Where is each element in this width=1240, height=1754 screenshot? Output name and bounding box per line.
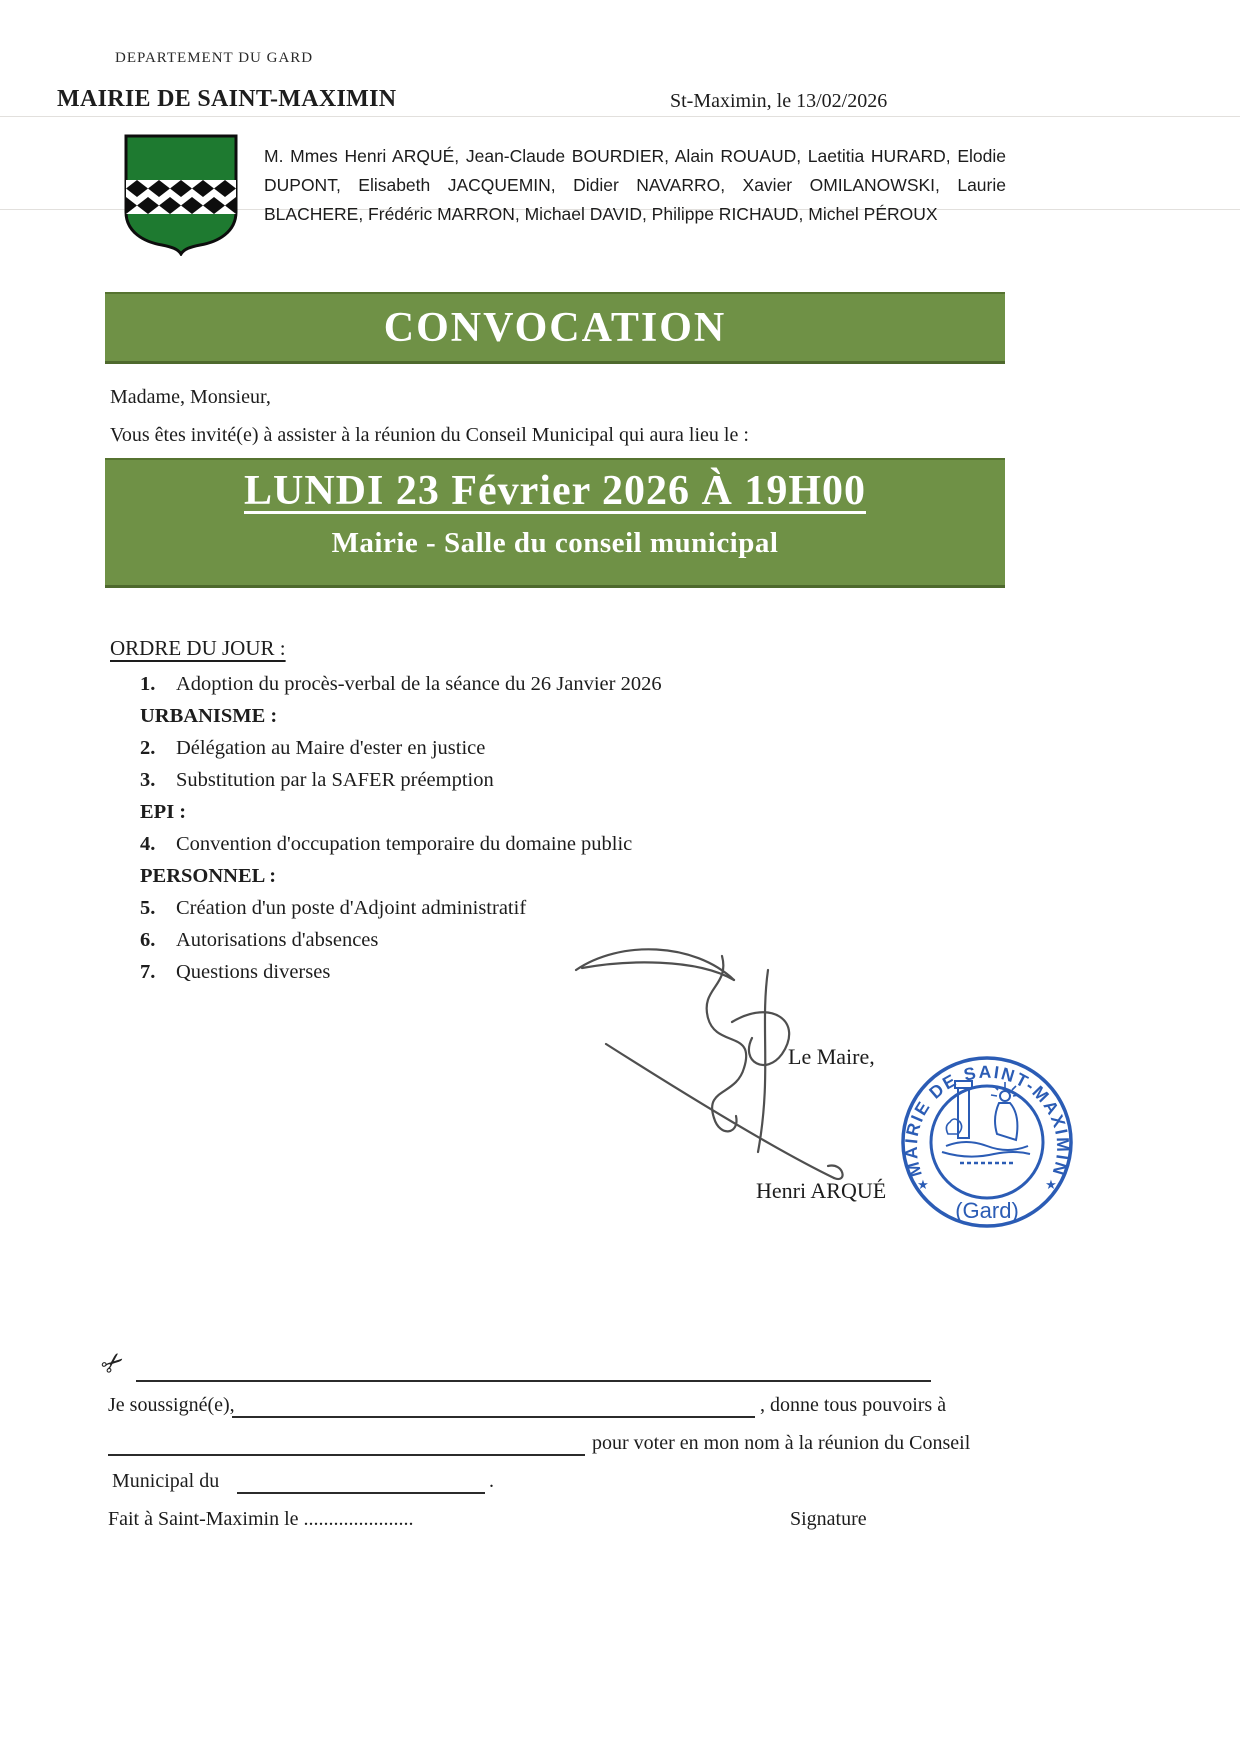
agenda-section-label: URBANISME : bbox=[140, 705, 278, 727]
svg-text:MAIRIE DE SAINT-MAXIMIN bbox=[901, 1062, 1073, 1180]
form-line1-suffix: , donne tous pouvoirs à bbox=[760, 1394, 947, 1416]
agenda-item-number: 6. bbox=[140, 929, 156, 951]
meeting-banner bbox=[105, 458, 1005, 588]
form-line1-prefix: Je soussigné(e), bbox=[108, 1394, 235, 1416]
agenda-heading: ORDRE DU JOUR : bbox=[110, 636, 286, 660]
mayor-role-label: Le Maire, bbox=[788, 1044, 875, 1069]
coat-of-arms-icon bbox=[122, 132, 240, 261]
mayor-name: Henri ARQUÉ bbox=[756, 1178, 887, 1203]
invitation-line: Vous êtes invité(e) à assister à la réunion du Conseil Municipal qui aura lieu le : bbox=[110, 424, 749, 446]
form-line2-suffix: pour voter en mon nom à la réunion du Conseil bbox=[592, 1432, 971, 1454]
agenda-item bbox=[140, 892, 1020, 924]
agenda-item-number: 4. bbox=[140, 833, 156, 855]
form-blank-name bbox=[232, 1416, 755, 1418]
form-line3-suffix: . bbox=[489, 1470, 494, 1492]
agenda-section-label: EPI : bbox=[140, 801, 187, 823]
agenda-item-text: Adoption du procès-verbal de la séance du 26 Janvier 2026 bbox=[176, 673, 662, 695]
recipients-paragraph: M. Mmes Henri ARQUÉ, Jean-Claude BOURDIER, Alain ROUAUD, Laetitia HURARD, Elodie DUPONT, Elisabeth JACQUEMIN, Didier NAVARRO, Xavier OMILANOWSKI, Laurie BLACHERE, Frédéric MARRON, Michael DAVID, Philippe RICHAUD, Michel PÉROUX bbox=[264, 146, 1006, 224]
agenda-item-text: Création d'un poste d'Adjoint administratif bbox=[176, 897, 527, 919]
agenda-item-text: Autorisations d'absences bbox=[176, 929, 379, 951]
form-blank-proxy bbox=[108, 1454, 585, 1456]
meeting-datetime: LUNDI 23 Février 2026 À 19H00 bbox=[244, 468, 866, 514]
agenda-item-text: Questions diverses bbox=[176, 961, 331, 983]
agenda-item-text: Délégation au Maire d'ester en justice bbox=[176, 737, 486, 759]
form-fait-a-label: Fait à Saint-Maximin le ...................... bbox=[108, 1508, 414, 1530]
municipal-stamp bbox=[898, 1050, 1076, 1241]
convocation-banner bbox=[105, 292, 1005, 364]
agenda-item-number: 1. bbox=[140, 673, 156, 695]
agenda-item-number: 2. bbox=[140, 737, 156, 759]
agenda-item bbox=[140, 828, 1020, 860]
form-signature-label: Signature bbox=[790, 1508, 867, 1530]
agenda-section bbox=[140, 796, 1020, 828]
department-label: DEPARTEMENT DU GARD bbox=[115, 50, 314, 66]
stamp-gard-text: (Gard) bbox=[955, 1198, 1019, 1223]
agenda-item-number: 3. bbox=[140, 769, 156, 791]
handwritten-signature bbox=[572, 926, 872, 1221]
dateline: St-Maximin, le 13/02/2026 bbox=[670, 90, 888, 112]
agenda-section bbox=[140, 700, 1020, 732]
agenda-section-label: PERSONNEL : bbox=[140, 865, 277, 887]
form-blank-date bbox=[237, 1492, 485, 1494]
meeting-place: Mairie - Salle du conseil municipal bbox=[331, 527, 779, 559]
agenda-item-text: Convention d'occupation temporaire du domaine public bbox=[176, 833, 633, 855]
agenda-item bbox=[140, 668, 1020, 700]
stamp-star-right: ★ bbox=[1045, 1177, 1057, 1192]
agenda-item bbox=[140, 764, 1020, 796]
agenda-item-number: 5. bbox=[140, 897, 156, 919]
cut-line bbox=[136, 1380, 931, 1382]
agenda-item-text: Substitution par la SAFER préemption bbox=[176, 769, 494, 791]
agenda-item bbox=[140, 732, 1020, 764]
mairie-title: MAIRIE DE SAINT-MAXIMIN bbox=[57, 86, 397, 112]
scissors-icon: ✂ bbox=[94, 1344, 132, 1383]
form-line3-prefix: Municipal du bbox=[112, 1470, 220, 1492]
agenda-section bbox=[140, 860, 1020, 892]
scan-artifact-line bbox=[0, 116, 1240, 117]
agenda-item-number: 7. bbox=[140, 961, 156, 983]
stamp-star-left: ★ bbox=[917, 1177, 929, 1192]
banner-title: CONVOCATION bbox=[383, 305, 727, 351]
stamp-ring-text: MAIRIE DE SAINT-MAXIMIN bbox=[900, 1061, 1074, 1180]
salutation: Madame, Monsieur, bbox=[110, 386, 271, 408]
